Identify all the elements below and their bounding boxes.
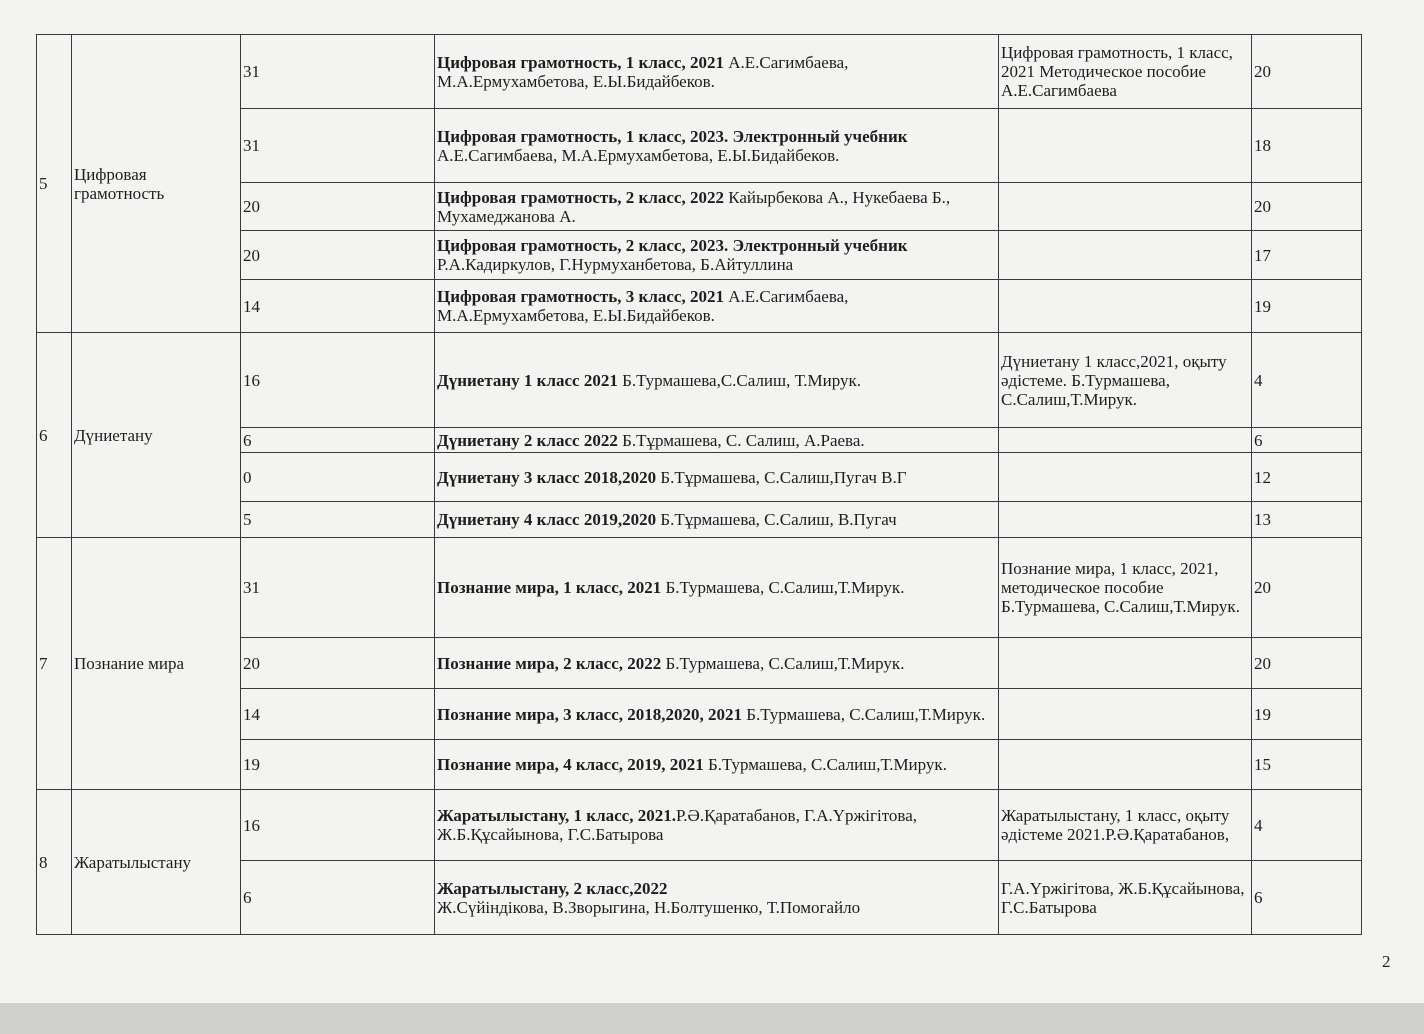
textbook-authors: Р.А.Кадиркулов, Г.Нурмуханбетова, Б.Айтуллина bbox=[437, 255, 794, 274]
hours-value: 6 bbox=[1252, 428, 1362, 453]
hours-value: 20 bbox=[1252, 183, 1362, 231]
methodical-guide bbox=[999, 280, 1252, 333]
textbook-cell bbox=[435, 280, 999, 333]
methodical-guide bbox=[999, 689, 1252, 740]
textbook-authors: Б.Турмашева,С.Салиш, Т.Мирук. bbox=[617, 370, 862, 390]
methodical-guide bbox=[999, 428, 1252, 453]
textbook-title: Цифровая грамотность, 1 класс, 2023. Электронный учебник bbox=[437, 126, 908, 146]
textbook-cell bbox=[435, 109, 999, 183]
textbook-title: Жаратылыстану, 2 класс,2022 bbox=[437, 878, 668, 898]
textbook-title: Цифровая грамотность, 3 класс, 2021 bbox=[437, 287, 724, 306]
methodical-guide bbox=[999, 638, 1252, 689]
methodical-guide bbox=[999, 109, 1252, 183]
student-count: 20 bbox=[241, 183, 435, 231]
hours-value: 18 bbox=[1252, 109, 1362, 183]
hours-value: 4 bbox=[1252, 333, 1362, 428]
textbook-authors: Б.Тұрмашева, С.Салиш, В.Пугач bbox=[656, 510, 897, 529]
group-number: 8 bbox=[37, 790, 72, 935]
hours-value: 20 bbox=[1252, 538, 1362, 638]
student-count: 16 bbox=[241, 790, 435, 861]
methodical-guide: Познание мира, 1 класс, 2021, методическое пособие Б.Турмашева, С.Салиш,Т.Мирук. bbox=[999, 538, 1252, 638]
textbook-title: Познание мира, 4 класс, 2019, 2021 bbox=[437, 755, 704, 774]
hours-value: 17 bbox=[1252, 231, 1362, 280]
subject-name: Цифровая грамотность bbox=[72, 35, 241, 333]
student-count: 31 bbox=[241, 109, 435, 183]
hours-value: 4 bbox=[1252, 790, 1362, 861]
subject-name: Жаратылыстану bbox=[72, 790, 241, 935]
textbook-title: Дүниетану 2 класс 2022 bbox=[437, 430, 618, 450]
page-number: 2 bbox=[1382, 952, 1391, 971]
student-count: 6 bbox=[241, 428, 435, 453]
methodical-guide bbox=[999, 453, 1252, 502]
textbook-cell bbox=[435, 790, 999, 861]
student-count: 20 bbox=[241, 638, 435, 689]
table-row bbox=[37, 790, 1362, 861]
textbook-cell bbox=[435, 740, 999, 790]
hours-value: 15 bbox=[1252, 740, 1362, 790]
textbook-authors: Ж.Сүйіндікова, В.Зворыгина, Н.Болтушенко, Т.Помогайло bbox=[437, 897, 861, 917]
student-count: 16 bbox=[241, 333, 435, 428]
methodical-guide bbox=[999, 502, 1252, 538]
methodical-guide: Жаратылыстану, 1 класс, оқыту әдістеме 2021.Р.Ә.Қаратабанов, bbox=[999, 790, 1252, 861]
textbook-cell bbox=[435, 428, 999, 453]
methodical-guide: Дүниетану 1 класс,2021, оқыту әдістеме. Б.Турмашева, С.Салиш,Т.Мирук. bbox=[999, 333, 1252, 428]
textbook-cell bbox=[435, 333, 999, 428]
textbook-title: Познание мира, 3 класс, 2018,2020, 2021 bbox=[437, 704, 742, 724]
textbook-cell bbox=[435, 453, 999, 502]
textbook-cell bbox=[435, 502, 999, 538]
textbook-authors: Р.Ә.Қаратабанов, Г.А.Үржігітова, Ж.Б.Құсайынова, Г.С.Батырова bbox=[437, 806, 917, 844]
student-count: 31 bbox=[241, 35, 435, 109]
textbook-authors: Кайырбекова А., Нукебаева Б., Мухамеджанова А. bbox=[437, 187, 951, 226]
hours-value: 13 bbox=[1252, 502, 1362, 538]
hours-value: 19 bbox=[1252, 689, 1362, 740]
textbook-cell bbox=[435, 538, 999, 638]
hours-value: 20 bbox=[1252, 638, 1362, 689]
methodical-guide: Г.А.Үржігітова, Ж.Б.Құсайынова, Г.С.Батырова bbox=[999, 861, 1252, 935]
textbook-authors: Б.Турмашева, С.Салиш,Т.Мирук. bbox=[742, 704, 986, 724]
subject-name: Дүниетану bbox=[72, 333, 241, 538]
textbook-title: Цифровая грамотность, 2 класс, 2023. Электронный учебник bbox=[437, 236, 908, 255]
student-count: 19 bbox=[241, 740, 435, 790]
textbook-title: Цифровая грамотность, 1 класс, 2021 bbox=[437, 52, 724, 72]
textbook-authors: Б.Турмашева, С.Салиш,Т.Мирук. bbox=[661, 653, 905, 673]
student-count: 20 bbox=[241, 231, 435, 280]
table-row bbox=[37, 538, 1362, 638]
student-count: 5 bbox=[241, 502, 435, 538]
group-number: 5 bbox=[37, 35, 72, 333]
textbook-cell bbox=[435, 638, 999, 689]
textbook-authors: А.Е.Сагимбаева, М.А.Ермухамбетова, Е.Ы.Бидайбеков. bbox=[437, 287, 849, 325]
textbook-authors: А.Е.Сагимбаева, М.А.Ермухамбетова, Е.Ы.Бидайбеков. bbox=[437, 145, 840, 165]
textbook-title: Дүниетану 3 класс 2018,2020 bbox=[437, 467, 657, 487]
student-count: 6 bbox=[241, 861, 435, 935]
textbook-title: Дүниетану 1 класс 2021 bbox=[437, 370, 618, 390]
textbook-cell bbox=[435, 231, 999, 280]
textbook-authors: Б.Тұрмашева, С. Салиш, А.Раева. bbox=[617, 430, 865, 450]
hours-value: 12 bbox=[1252, 453, 1362, 502]
textbook-cell bbox=[435, 35, 999, 109]
table-row bbox=[37, 35, 1362, 109]
textbook-cell bbox=[435, 689, 999, 740]
student-count: 14 bbox=[241, 689, 435, 740]
hours-value: 6 bbox=[1252, 861, 1362, 935]
textbook-authors: Б.Турмашева, С.Салиш,Т.Мирук. bbox=[703, 755, 947, 774]
student-count: 14 bbox=[241, 280, 435, 333]
scan-bottom-edge bbox=[0, 1003, 1424, 1034]
textbook-title: Цифровая грамотность, 2 класс, 2022 bbox=[437, 187, 724, 207]
group-number: 6 bbox=[37, 333, 72, 538]
textbook-cell bbox=[435, 861, 999, 935]
textbook-title: Жаратылыстану, 1 класс, 2021. bbox=[437, 806, 676, 825]
textbook-title: Познание мира, 2 класс, 2022 bbox=[437, 653, 662, 673]
methodical-guide: Цифровая грамотность, 1 класс, 2021 Методическое пособие А.Е.Сагимбаева bbox=[999, 35, 1252, 109]
textbook-title: Дүниетану 4 класс 2019,2020 bbox=[437, 510, 657, 529]
textbook-table bbox=[36, 34, 1362, 935]
methodical-guide bbox=[999, 740, 1252, 790]
textbook-authors: А.Е.Сагимбаева, М.А.Ермухамбетова, Е.Ы.Бидайбеков. bbox=[437, 52, 849, 91]
methodical-guide bbox=[999, 231, 1252, 280]
textbook-authors: Б.Турмашева, С.Салиш,Т.Мирук. bbox=[661, 578, 905, 597]
textbook-cell bbox=[435, 183, 999, 231]
table-row bbox=[37, 333, 1362, 428]
methodical-guide bbox=[999, 183, 1252, 231]
hours-value: 19 bbox=[1252, 280, 1362, 333]
hours-value: 20 bbox=[1252, 35, 1362, 109]
textbook-title: Познание мира, 1 класс, 2021 bbox=[437, 578, 662, 597]
subject-name: Познание мира bbox=[72, 538, 241, 790]
textbook-authors: Б.Тұрмашева, С.Салиш,Пугач В.Г bbox=[656, 467, 907, 487]
group-number: 7 bbox=[37, 538, 72, 790]
student-count: 31 bbox=[241, 538, 435, 638]
student-count: 0 bbox=[241, 453, 435, 502]
